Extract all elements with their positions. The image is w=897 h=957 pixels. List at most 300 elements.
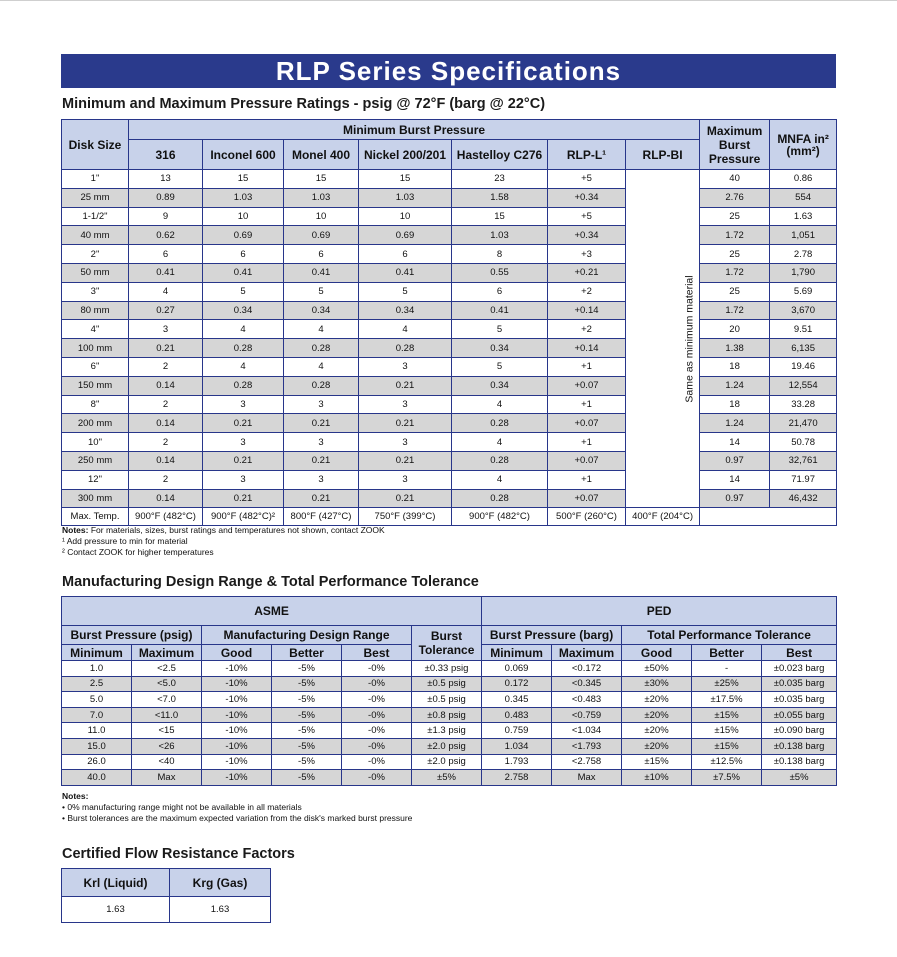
- max-temp-cell: 400°F (204°C): [626, 508, 700, 526]
- min-burst-cell: 6: [452, 282, 548, 301]
- krg-header: Krg (Gas): [170, 869, 271, 897]
- disk-size-cell: 25 mm: [62, 188, 129, 207]
- flow-heading: Certified Flow Resistance Factors: [62, 846, 295, 862]
- tolerance-cell: -5%: [272, 707, 342, 723]
- tolerance-cell: -0%: [342, 738, 412, 754]
- min-burst-cell: 1.58: [452, 188, 548, 207]
- max-burst-cell: 14: [700, 470, 770, 489]
- pressure-row: [62, 414, 837, 433]
- tolerance-cell: ±0.5 psig: [412, 692, 482, 708]
- min-burst-cell: 1.03: [203, 188, 284, 207]
- pressure-row: [62, 263, 837, 282]
- min-burst-cell: 0.28: [284, 339, 359, 358]
- tolerance-cell: ±20%: [622, 738, 692, 754]
- tolerance-cell: -5%: [272, 770, 342, 786]
- min-burst-cell: 4: [452, 395, 548, 414]
- disk-size-cell: 300 mm: [62, 489, 129, 508]
- min-burst-cell: 5: [452, 320, 548, 339]
- min-burst-cell: 0.21: [359, 489, 452, 508]
- disk-size-cell: 6": [62, 357, 129, 376]
- tolerance-cell: -10%: [202, 738, 272, 754]
- pressure-row: [62, 470, 837, 489]
- tolerance-cell: <11.0: [132, 707, 202, 723]
- min-burst-cell: 4: [203, 357, 284, 376]
- min-burst-cell: +1: [548, 357, 626, 376]
- tolerance-notes: [62, 791, 412, 824]
- material-header: Monel 400: [284, 140, 359, 170]
- disk-size-cell: 8": [62, 395, 129, 414]
- min-burst-cell: +0.14: [548, 301, 626, 320]
- tolerance-cell: ±0.090 barg: [762, 723, 837, 739]
- tolerance-subheader: Maximum: [132, 645, 202, 661]
- min-burst-cell: 3: [359, 395, 452, 414]
- tolerance-cell: -5%: [272, 676, 342, 692]
- mnfa-cell: 46,432: [770, 489, 837, 508]
- tolerance-cell: ±12.5%: [692, 754, 762, 770]
- pressure-ratings-heading: Minimum and Maximum Pressure Ratings - psig @ 72°F (barg @ 22°C): [62, 96, 546, 112]
- tolerance-cell: ±25%: [692, 676, 762, 692]
- min-burst-cell: 5: [359, 282, 452, 301]
- tolerance-cell: -0%: [342, 707, 412, 723]
- tolerance-cell: ±20%: [622, 692, 692, 708]
- min-burst-cell: 4: [129, 282, 203, 301]
- mnfa-cell: 12,554: [770, 376, 837, 395]
- max-burst-cell: 1.38: [700, 339, 770, 358]
- max-burst-cell: 1.72: [700, 226, 770, 245]
- burst-barg-header: Burst Pressure (barg): [482, 626, 622, 645]
- max-burst-cell: 2.76: [700, 188, 770, 207]
- max-burst-cell: 18: [700, 395, 770, 414]
- disk-size-cell: 10": [62, 433, 129, 452]
- min-burst-cell: 1.03: [359, 188, 452, 207]
- mnfa-cell: 2.78: [770, 245, 837, 264]
- krl-header: Krl (Liquid): [62, 869, 170, 897]
- min-burst-cell: 0.21: [284, 414, 359, 433]
- tolerance-note-label: Notes:: [62, 791, 89, 801]
- max-burst-cell: 0.97: [700, 451, 770, 470]
- min-burst-cell: 0.14: [129, 451, 203, 470]
- min-burst-cell: 1.03: [284, 188, 359, 207]
- min-burst-cell: 0.41: [129, 263, 203, 282]
- mnfa-cell: 50.78: [770, 433, 837, 452]
- min-burst-cell: +1: [548, 433, 626, 452]
- max-temp-blank: [700, 508, 837, 526]
- min-burst-cell: +5: [548, 207, 626, 226]
- min-burst-cell: 0.21: [284, 451, 359, 470]
- mnfa-cell: 1,790: [770, 263, 837, 282]
- ped-header: PED: [482, 597, 837, 626]
- tolerance-cell: ±0.138 barg: [762, 754, 837, 770]
- min-burst-cell: 0.21: [203, 489, 284, 508]
- min-burst-cell: 3: [359, 470, 452, 489]
- pressure-row: [62, 320, 837, 339]
- min-burst-cell: 3: [203, 470, 284, 489]
- min-burst-cell: 0.41: [452, 301, 548, 320]
- tolerance-cell: <7.0: [132, 692, 202, 708]
- max-burst-cell: 1.72: [700, 263, 770, 282]
- tolerance-cell: ±17.5%: [692, 692, 762, 708]
- tolerance-cell: ±0.33 psig: [412, 661, 482, 677]
- min-burst-cell: 0.55: [452, 263, 548, 282]
- mnfa-cell: 1,051: [770, 226, 837, 245]
- min-burst-cell: 0.28: [284, 376, 359, 395]
- tolerance-cell: 0.172: [482, 676, 552, 692]
- burst-tolerance-header: Burst Tolerance: [412, 626, 482, 661]
- tolerance-cell: <15: [132, 723, 202, 739]
- min-burst-cell: 3: [284, 470, 359, 489]
- pressure-row: [62, 245, 837, 264]
- tolerance-cell: <0.759: [552, 707, 622, 723]
- tolerance-cell: <1.793: [552, 738, 622, 754]
- min-burst-cell: 0.34: [284, 301, 359, 320]
- pressure-row: [62, 395, 837, 414]
- tolerance-row: [62, 738, 837, 754]
- pressure-row: [62, 188, 837, 207]
- pressure-row: [62, 207, 837, 226]
- min-burst-cell: +0.07: [548, 489, 626, 508]
- tolerance-cell: -5%: [272, 723, 342, 739]
- material-header: RLP-L¹: [548, 140, 626, 170]
- tolerance-cell: ±15%: [622, 754, 692, 770]
- min-burst-cell: 0.28: [452, 451, 548, 470]
- min-burst-cell: +2: [548, 282, 626, 301]
- pressure-row: [62, 282, 837, 301]
- mnfa-cell: 0.86: [770, 170, 837, 189]
- tolerance-cell: ±5%: [762, 770, 837, 786]
- min-burst-cell: 4: [452, 433, 548, 452]
- min-burst-cell: 4: [359, 320, 452, 339]
- tolerance-cell: ±2.0 psig: [412, 754, 482, 770]
- min-burst-cell: 15: [284, 170, 359, 189]
- min-burst-cell: 15: [203, 170, 284, 189]
- min-burst-cell: 0.28: [203, 376, 284, 395]
- mdr-header: Manufacturing Design Range: [202, 626, 412, 645]
- rlp-bi-cell: [626, 170, 700, 508]
- max-temp-cell: 750°F (399°C): [359, 508, 452, 526]
- tolerance-subheader: Good: [202, 645, 272, 661]
- tolerance-cell: <2.5: [132, 661, 202, 677]
- tolerance-cell: ±0.023 barg: [762, 661, 837, 677]
- tolerance-cell: -10%: [202, 692, 272, 708]
- tolerance-cell: 0.483: [482, 707, 552, 723]
- min-burst-cell: 0.21: [203, 414, 284, 433]
- min-burst-cell: 15: [359, 170, 452, 189]
- tolerance-cell: 0.345: [482, 692, 552, 708]
- tolerance-cell: 1.0: [62, 661, 132, 677]
- tolerance-cell: ±15%: [692, 707, 762, 723]
- min-burst-cell: 5: [452, 357, 548, 376]
- tolerance-cell: -5%: [272, 661, 342, 677]
- min-burst-cell: 15: [452, 207, 548, 226]
- min-burst-cell: 10: [359, 207, 452, 226]
- mnfa-cell: 554: [770, 188, 837, 207]
- tolerance-cell: -5%: [272, 754, 342, 770]
- tolerance-cell: ±7.5%: [692, 770, 762, 786]
- pressure-notes: [62, 525, 385, 558]
- min-burst-cell: 23: [452, 170, 548, 189]
- tolerance-cell: ±20%: [622, 707, 692, 723]
- min-burst-cell: 0.28: [203, 339, 284, 358]
- min-burst-cell: +0.07: [548, 376, 626, 395]
- max-burst-cell: 40: [700, 170, 770, 189]
- disk-size-cell: 3": [62, 282, 129, 301]
- disk-size-cell: 1": [62, 170, 129, 189]
- tolerance-cell: <5.0: [132, 676, 202, 692]
- min-burst-cell: 3: [203, 433, 284, 452]
- pressure-row: [62, 489, 837, 508]
- tolerance-cell: ±10%: [622, 770, 692, 786]
- max-temp-cell: 900°F (482°C)²: [203, 508, 284, 526]
- min-burst-cell: +1: [548, 395, 626, 414]
- max-burst-cell: 20: [700, 320, 770, 339]
- min-burst-cell: 4: [284, 357, 359, 376]
- pressure-note-line1: Notes: For materials, sizes, burst ratings and temperatures not shown, contact ZOOK: [62, 525, 385, 535]
- min-burst-cell: 0.21: [359, 376, 452, 395]
- tolerance-cell: 15.0: [62, 738, 132, 754]
- min-burst-cell: +1: [548, 470, 626, 489]
- tolerance-table: [61, 596, 837, 786]
- mnfa-cell: 6,135: [770, 339, 837, 358]
- pressure-row: [62, 226, 837, 245]
- tolerance-cell: <1.034: [552, 723, 622, 739]
- max-burst-cell: 1.24: [700, 414, 770, 433]
- min-burst-cell: 4: [203, 320, 284, 339]
- tolerance-cell: -10%: [202, 723, 272, 739]
- rlp-bi-note: Same as minimum material: [683, 275, 696, 403]
- tolerance-cell: ±5%: [412, 770, 482, 786]
- disk-size-cell: 250 mm: [62, 451, 129, 470]
- pressure-note-line2: ¹ Add pressure to min for material: [62, 536, 188, 546]
- min-burst-cell: 0.27: [129, 301, 203, 320]
- pressure-row: [62, 376, 837, 395]
- min-burst-cell: 13: [129, 170, 203, 189]
- disk-size-cell: 12": [62, 470, 129, 489]
- min-burst-cell: 0.62: [129, 226, 203, 245]
- tolerance-subheader: Best: [342, 645, 412, 661]
- max-burst-header: Maximum Burst Pressure: [700, 120, 770, 170]
- tolerance-cell: -0%: [342, 676, 412, 692]
- tolerance-cell: ±1.3 psig: [412, 723, 482, 739]
- mnfa-cell: 21,470: [770, 414, 837, 433]
- tolerance-cell: -10%: [202, 661, 272, 677]
- tolerance-cell: ±0.035 barg: [762, 676, 837, 692]
- disk-size-cell: 2": [62, 245, 129, 264]
- asme-header: ASME: [62, 597, 482, 626]
- tolerance-cell: <2.758: [552, 754, 622, 770]
- pressure-row: [62, 451, 837, 470]
- min-burst-cell: 0.28: [452, 414, 548, 433]
- pressure-row: [62, 433, 837, 452]
- pressure-row: [62, 170, 837, 189]
- tolerance-cell: -0%: [342, 723, 412, 739]
- mnfa-cell: 33.28: [770, 395, 837, 414]
- min-burst-cell: 0.14: [129, 376, 203, 395]
- min-burst-cell: +0.14: [548, 339, 626, 358]
- tolerance-subheader: Minimum: [482, 645, 552, 661]
- tolerance-cell: -0%: [342, 661, 412, 677]
- max-burst-cell: 1.24: [700, 376, 770, 395]
- mnfa-cell: 5.69: [770, 282, 837, 301]
- tolerance-subheader: Good: [622, 645, 692, 661]
- tolerance-cell: ±20%: [622, 723, 692, 739]
- min-burst-cell: 0.21: [359, 414, 452, 433]
- min-burst-cell: 3: [359, 357, 452, 376]
- tolerance-cell: 7.0: [62, 707, 132, 723]
- min-burst-cell: 0.28: [452, 489, 548, 508]
- tolerance-row: [62, 770, 837, 786]
- min-burst-cell: 3: [359, 433, 452, 452]
- tolerance-row: [62, 707, 837, 723]
- tolerance-cell: <0.483: [552, 692, 622, 708]
- disk-size-header: Disk Size: [62, 120, 129, 170]
- min-burst-cell: +0.34: [548, 226, 626, 245]
- pressure-note-line3: ² Contact ZOOK for higher temperatures: [62, 547, 214, 557]
- min-burst-cell: 0.34: [359, 301, 452, 320]
- min-burst-cell: 5: [284, 282, 359, 301]
- tolerance-note-line2: • Burst tolerances are the maximum expected variation from the disk's marked burst pressure: [62, 813, 413, 823]
- krl-value: 1.63: [62, 897, 170, 923]
- min-burst-cell: 3: [203, 395, 284, 414]
- min-burst-cell: 0.34: [452, 376, 548, 395]
- disk-size-cell: 40 mm: [62, 226, 129, 245]
- tolerance-cell: 2.758: [482, 770, 552, 786]
- max-temp-cell: 500°F (260°C): [548, 508, 626, 526]
- pressure-row: [62, 357, 837, 376]
- min-burst-cell: 0.41: [359, 263, 452, 282]
- tolerance-cell: ±2.0 psig: [412, 738, 482, 754]
- min-burst-cell: 0.21: [203, 451, 284, 470]
- tolerance-cell: -5%: [272, 692, 342, 708]
- tolerance-cell: <26: [132, 738, 202, 754]
- min-burst-cell: 0.21: [284, 489, 359, 508]
- tolerance-cell: ±30%: [622, 676, 692, 692]
- mnfa-cell: 9.51: [770, 320, 837, 339]
- max-burst-cell: 25: [700, 282, 770, 301]
- max-burst-cell: 25: [700, 245, 770, 264]
- disk-size-cell: 80 mm: [62, 301, 129, 320]
- pressure-row: [62, 301, 837, 320]
- min-burst-cell: 10: [284, 207, 359, 226]
- tolerance-row: [62, 692, 837, 708]
- min-burst-cell: 6: [359, 245, 452, 264]
- mnfa-cell: 19.46: [770, 357, 837, 376]
- tolerance-cell: <0.172: [552, 661, 622, 677]
- tolerance-cell: 11.0: [62, 723, 132, 739]
- tolerance-cell: -10%: [202, 754, 272, 770]
- min-burst-cell: 2: [129, 433, 203, 452]
- max-temp-cell: 900°F (482°C): [129, 508, 203, 526]
- tolerance-cell: -0%: [342, 692, 412, 708]
- tolerance-cell: ±0.5 psig: [412, 676, 482, 692]
- tolerance-cell: 1.793: [482, 754, 552, 770]
- flow-resistance-table: [61, 868, 271, 923]
- min-burst-cell: 2: [129, 395, 203, 414]
- pressure-ratings-table: [61, 119, 837, 526]
- top-border-line: [0, 0, 897, 1]
- tolerance-cell: 5.0: [62, 692, 132, 708]
- disk-size-cell: 4": [62, 320, 129, 339]
- pressure-row: [62, 339, 837, 358]
- tolerance-cell: ±0.8 psig: [412, 707, 482, 723]
- max-burst-cell: 1.72: [700, 301, 770, 320]
- tolerance-row: [62, 754, 837, 770]
- min-burst-cell: 0.34: [452, 339, 548, 358]
- tolerance-cell: -0%: [342, 770, 412, 786]
- max-temp-label: Max. Temp.: [62, 508, 129, 526]
- min-burst-cell: 4: [452, 470, 548, 489]
- min-burst-cell: 0.14: [129, 414, 203, 433]
- min-burst-cell: 0.89: [129, 188, 203, 207]
- page-title-banner: RLP Series Specifications: [61, 54, 836, 88]
- tolerance-note-line1: • 0% manufacturing range might not be available in all materials: [62, 802, 302, 812]
- max-burst-cell: 25: [700, 207, 770, 226]
- min-burst-cell: 0.41: [203, 263, 284, 282]
- min-burst-cell: 8: [452, 245, 548, 264]
- tolerance-cell: ±15%: [692, 723, 762, 739]
- tpt-header: Total Performance Tolerance: [622, 626, 837, 645]
- material-header: Nickel 200/201: [359, 140, 452, 170]
- max-temp-row: [62, 508, 837, 526]
- disk-size-cell: 200 mm: [62, 414, 129, 433]
- tolerance-cell: -5%: [272, 738, 342, 754]
- tolerance-cell: ±0.055 barg: [762, 707, 837, 723]
- min-burst-cell: 6: [203, 245, 284, 264]
- tolerance-cell: <0.345: [552, 676, 622, 692]
- tolerance-cell: 0.069: [482, 661, 552, 677]
- min-burst-cell: +2: [548, 320, 626, 339]
- tolerance-cell: Max: [552, 770, 622, 786]
- material-header: Hastelloy C276: [452, 140, 548, 170]
- material-header: 316: [129, 140, 203, 170]
- min-burst-cell: 0.69: [203, 226, 284, 245]
- max-burst-cell: 0.97: [700, 489, 770, 508]
- min-burst-cell: 1.03: [452, 226, 548, 245]
- max-burst-cell: 18: [700, 357, 770, 376]
- tolerance-cell: 0.759: [482, 723, 552, 739]
- tolerance-cell: ±50%: [622, 661, 692, 677]
- tolerance-subheader: Best: [762, 645, 837, 661]
- disk-size-cell: 100 mm: [62, 339, 129, 358]
- min-burst-cell: +0.21: [548, 263, 626, 282]
- krg-value: 1.63: [170, 897, 271, 923]
- min-burst-cell: 0.28: [359, 339, 452, 358]
- min-burst-cell: 3: [284, 395, 359, 414]
- tolerance-cell: 1.034: [482, 738, 552, 754]
- min-burst-cell: 0.34: [203, 301, 284, 320]
- min-burst-cell: 0.69: [284, 226, 359, 245]
- tolerance-cell: ±0.138 barg: [762, 738, 837, 754]
- tolerance-cell: -: [692, 661, 762, 677]
- min-burst-cell: 3: [129, 320, 203, 339]
- min-burst-cell: +0.34: [548, 188, 626, 207]
- disk-size-cell: 1-1/2": [62, 207, 129, 226]
- mnfa-cell: 32,761: [770, 451, 837, 470]
- tolerance-subheader: Minimum: [62, 645, 132, 661]
- tolerance-cell: <40: [132, 754, 202, 770]
- min-burst-cell: 10: [203, 207, 284, 226]
- min-burst-cell: 3: [284, 433, 359, 452]
- tolerance-row: [62, 676, 837, 692]
- tolerance-subheader: Maximum: [552, 645, 622, 661]
- min-burst-cell: 0.21: [129, 339, 203, 358]
- material-header: RLP-BI: [626, 140, 700, 170]
- material-header: Inconel 600: [203, 140, 284, 170]
- disk-size-cell: 150 mm: [62, 376, 129, 395]
- min-burst-cell: 0.41: [284, 263, 359, 282]
- tolerance-cell: -0%: [342, 754, 412, 770]
- tolerance-subheader: Better: [272, 645, 342, 661]
- min-burst-cell: 2: [129, 357, 203, 376]
